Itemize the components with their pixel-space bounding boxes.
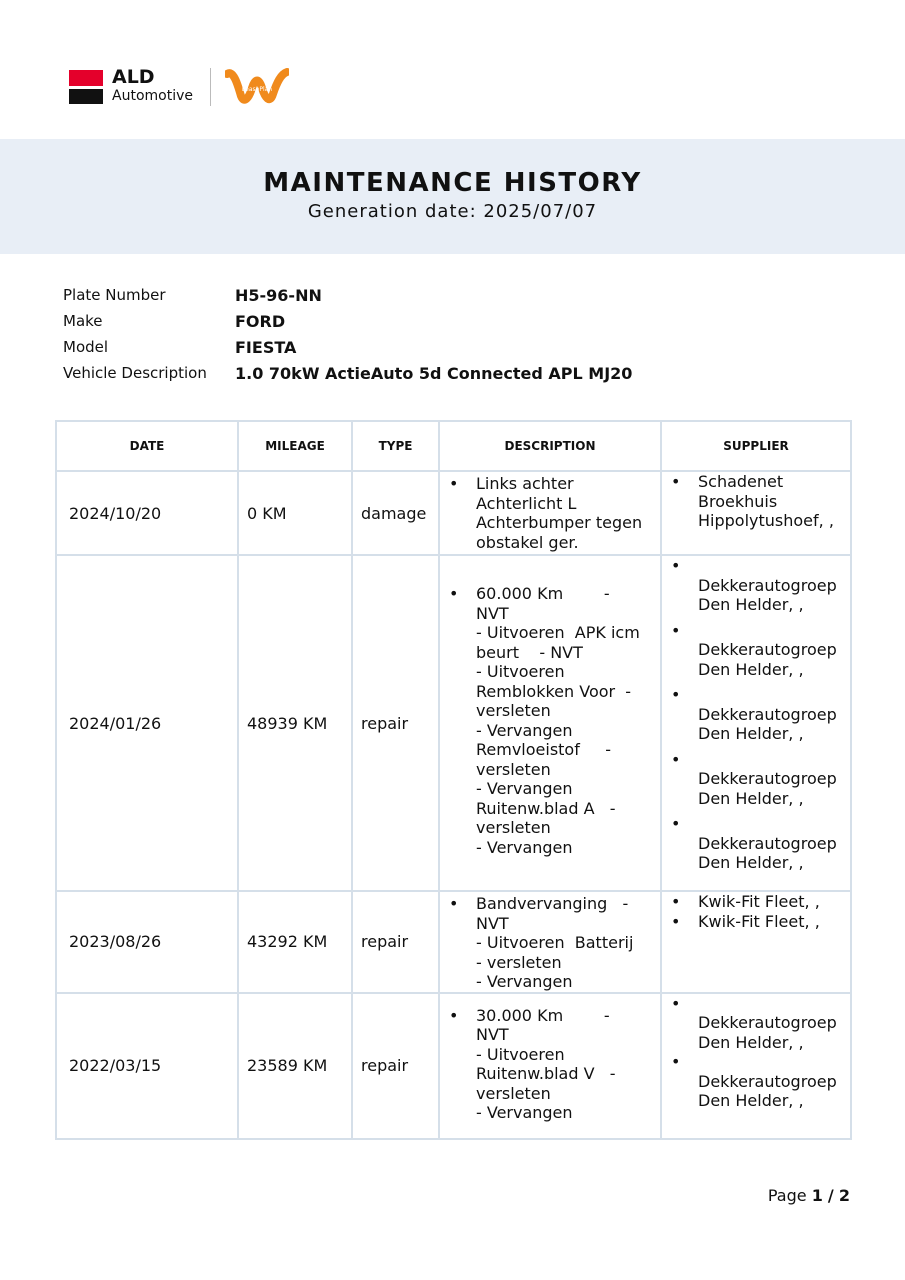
- list-item-line: versleten: [476, 818, 551, 837]
- generation-date: Generation date: 2025/07/07: [307, 201, 598, 222]
- ald-logo-mark: [69, 70, 103, 104]
- list-item-line: - Uitvoeren Batterij: [476, 933, 634, 952]
- supplier-list: [670, 556, 842, 873]
- list-item: [670, 556, 842, 615]
- list-item-line: - Uitvoeren APK icm: [476, 623, 640, 642]
- table-row: [56, 555, 851, 891]
- table-row: [56, 471, 851, 555]
- ald-logo-text: [112, 68, 193, 103]
- page-total: 2: [838, 1186, 850, 1205]
- list-item-line: - Uitvoeren: [476, 1044, 565, 1064]
- maintenance-table: [55, 420, 852, 1140]
- cell-type: repair: [352, 891, 439, 993]
- description-list: [448, 584, 652, 857]
- list-item-line: Ruitenw.blad A -: [476, 798, 616, 818]
- list-item-line: Hippolytushoef, ,: [698, 511, 834, 530]
- list-item-line: • 60.000 Km -: [476, 584, 610, 603]
- list-item-line: Den Helder, ,: [698, 853, 804, 872]
- list-item-line: • Dekkerautogroep: [698, 575, 837, 595]
- list-item-line: Achterlicht L: [476, 493, 577, 513]
- leaseplan-logo-text: LeasePlan: [241, 86, 273, 93]
- list-item: [448, 584, 652, 857]
- leaseplan-logo: [225, 68, 289, 106]
- cell-mileage: 48939 KM: [238, 555, 352, 891]
- make-row: [63, 308, 632, 334]
- title-banner: [0, 139, 905, 254]
- plate-value: H5-96-NN: [235, 285, 322, 305]
- cell-type: repair: [352, 555, 439, 891]
- cell-date: 2024/10/20: [56, 471, 238, 555]
- list-item-line: Remvloeistof -: [476, 740, 612, 759]
- vehicle-info: [63, 282, 632, 386]
- list-item-line: Ruitenw.blad V -: [476, 1064, 616, 1083]
- list-item-line: versleten: [476, 701, 551, 720]
- list-item-line: [698, 1052, 842, 1072]
- list-item-line: - Vervangen: [476, 837, 573, 857]
- header-supplier: SUPPLIER: [661, 421, 851, 471]
- make-label: Make: [63, 312, 103, 330]
- model-label: Model: [63, 338, 109, 356]
- list-item-line: Den Helder, ,: [698, 1091, 804, 1110]
- cell-type: damage: [352, 471, 439, 555]
- cell-supplier: [661, 993, 851, 1139]
- cell-mileage: 0 KM: [238, 471, 352, 555]
- list-item-line: - Vervangen: [476, 779, 573, 798]
- description-list: [448, 474, 652, 552]
- list-item: [670, 892, 842, 912]
- list-item: [448, 894, 652, 992]
- supplier-list: [670, 892, 842, 931]
- list-item: [670, 621, 842, 680]
- cell-description: [439, 471, 661, 555]
- cell-description: [439, 993, 661, 1139]
- description-list: [448, 894, 652, 992]
- list-item: [448, 1006, 652, 1123]
- list-item-line: • Kwik-Fit Fleet, ,: [698, 911, 820, 931]
- table-row: [56, 891, 851, 993]
- description-list: [448, 1006, 652, 1123]
- list-item-line: • Dekkerautogroep: [698, 1013, 837, 1032]
- cell-supplier: [661, 471, 851, 555]
- list-item-line: beurt - NVT: [476, 642, 583, 662]
- cell-date: 2022/03/15: [56, 993, 238, 1139]
- list-item-line: • Kwik-Fit Fleet, ,: [698, 892, 820, 911]
- supplier-list: [670, 472, 842, 531]
- list-item: [670, 472, 842, 531]
- list-item-line: Den Helder, ,: [698, 659, 804, 679]
- list-item: [670, 685, 842, 744]
- model-row: [63, 334, 632, 360]
- table-row: [56, 993, 851, 1139]
- ald-logo-line1: ALD: [112, 66, 155, 88]
- plate-label: Plate Number: [63, 286, 166, 304]
- list-item-line: [698, 685, 842, 705]
- list-item-line: versleten: [476, 759, 551, 779]
- header-date: DATE: [56, 421, 238, 471]
- list-item-line: • Schadenet: [698, 472, 784, 491]
- list-item-line: - Vervangen: [476, 1103, 573, 1122]
- cell-type: repair: [352, 993, 439, 1139]
- list-item-line: Den Helder, ,: [698, 595, 804, 614]
- list-item-line: • Links achter: [476, 474, 574, 493]
- header-description: DESCRIPTION: [439, 421, 661, 471]
- list-item-line: Den Helder, ,: [698, 1032, 804, 1052]
- list-item-line: Den Helder, ,: [698, 788, 804, 808]
- cell-mileage: 23589 KM: [238, 993, 352, 1139]
- list-item-line: Den Helder, ,: [698, 724, 804, 743]
- list-item: [670, 994, 842, 1053]
- cell-supplier: [661, 555, 851, 891]
- vehicle-description-label: Vehicle Description: [63, 364, 207, 382]
- header-type: TYPE: [352, 421, 439, 471]
- list-item-line: [698, 814, 842, 834]
- plate-row: [63, 282, 632, 308]
- list-item-line: versleten: [476, 1083, 551, 1103]
- make-value: FORD: [235, 311, 286, 331]
- list-item-line: NVT: [476, 913, 509, 933]
- list-item: [670, 1052, 842, 1111]
- description-row: [63, 360, 632, 386]
- list-item-line: Achterbumper tegen: [476, 513, 643, 532]
- list-item-line: - Vervangen: [476, 720, 573, 740]
- cell-date: 2024/01/26: [56, 555, 238, 891]
- list-item-line: Remblokken Voor -: [476, 681, 632, 701]
- list-item-line: • Dekkerautogroep: [698, 704, 837, 724]
- list-item-line: NVT: [476, 1025, 509, 1044]
- list-item-line: • Dekkerautogroep: [698, 833, 837, 853]
- list-item-line: [698, 994, 842, 1014]
- header-mileage: MILEAGE: [238, 421, 352, 471]
- cell-description: [439, 891, 661, 993]
- list-item-line: - Vervangen: [476, 972, 573, 991]
- page-separator: /: [827, 1186, 834, 1205]
- page-current: 1: [811, 1186, 823, 1205]
- logo-divider: [210, 68, 211, 106]
- page-number: [768, 1186, 850, 1205]
- list-item: [670, 814, 842, 873]
- list-item-line: - Uitvoeren: [476, 662, 565, 681]
- list-item-line: • Dekkerautogroep: [698, 1071, 837, 1091]
- list-item-line: [698, 750, 842, 770]
- table-header-row: [56, 421, 851, 471]
- cell-mileage: 43292 KM: [238, 891, 352, 993]
- list-item: [670, 750, 842, 809]
- list-item-line: [698, 556, 842, 576]
- cell-date: 2023/08/26: [56, 891, 238, 993]
- page-prefix: Page: [767, 1186, 807, 1205]
- list-item-line: [698, 621, 842, 641]
- list-item: [448, 474, 652, 552]
- ald-logo-line2: Automotive: [112, 88, 193, 104]
- supplier-list: [670, 994, 842, 1111]
- list-item: [670, 912, 842, 932]
- vehicle-description-value: 1.0 70kW ActieAuto 5d Connected APL MJ20: [235, 363, 633, 383]
- logos: [69, 68, 309, 108]
- page-title: MAINTENANCE HISTORY: [263, 168, 642, 198]
- list-item-line: obstakel ger.: [476, 532, 579, 552]
- cell-supplier: [661, 891, 851, 993]
- list-item-line: • 30.000 Km -: [476, 1005, 610, 1025]
- list-item-line: • Bandvervanging -: [476, 894, 629, 913]
- list-item-line: - versleten: [476, 952, 562, 972]
- list-item-line: • Dekkerautogroep: [698, 769, 837, 788]
- cell-description: [439, 555, 661, 891]
- list-item-line: NVT: [476, 603, 509, 623]
- list-item-line: • Dekkerautogroep: [698, 640, 837, 659]
- model-value: FIESTA: [235, 337, 297, 357]
- list-item-line: Broekhuis: [698, 491, 778, 511]
